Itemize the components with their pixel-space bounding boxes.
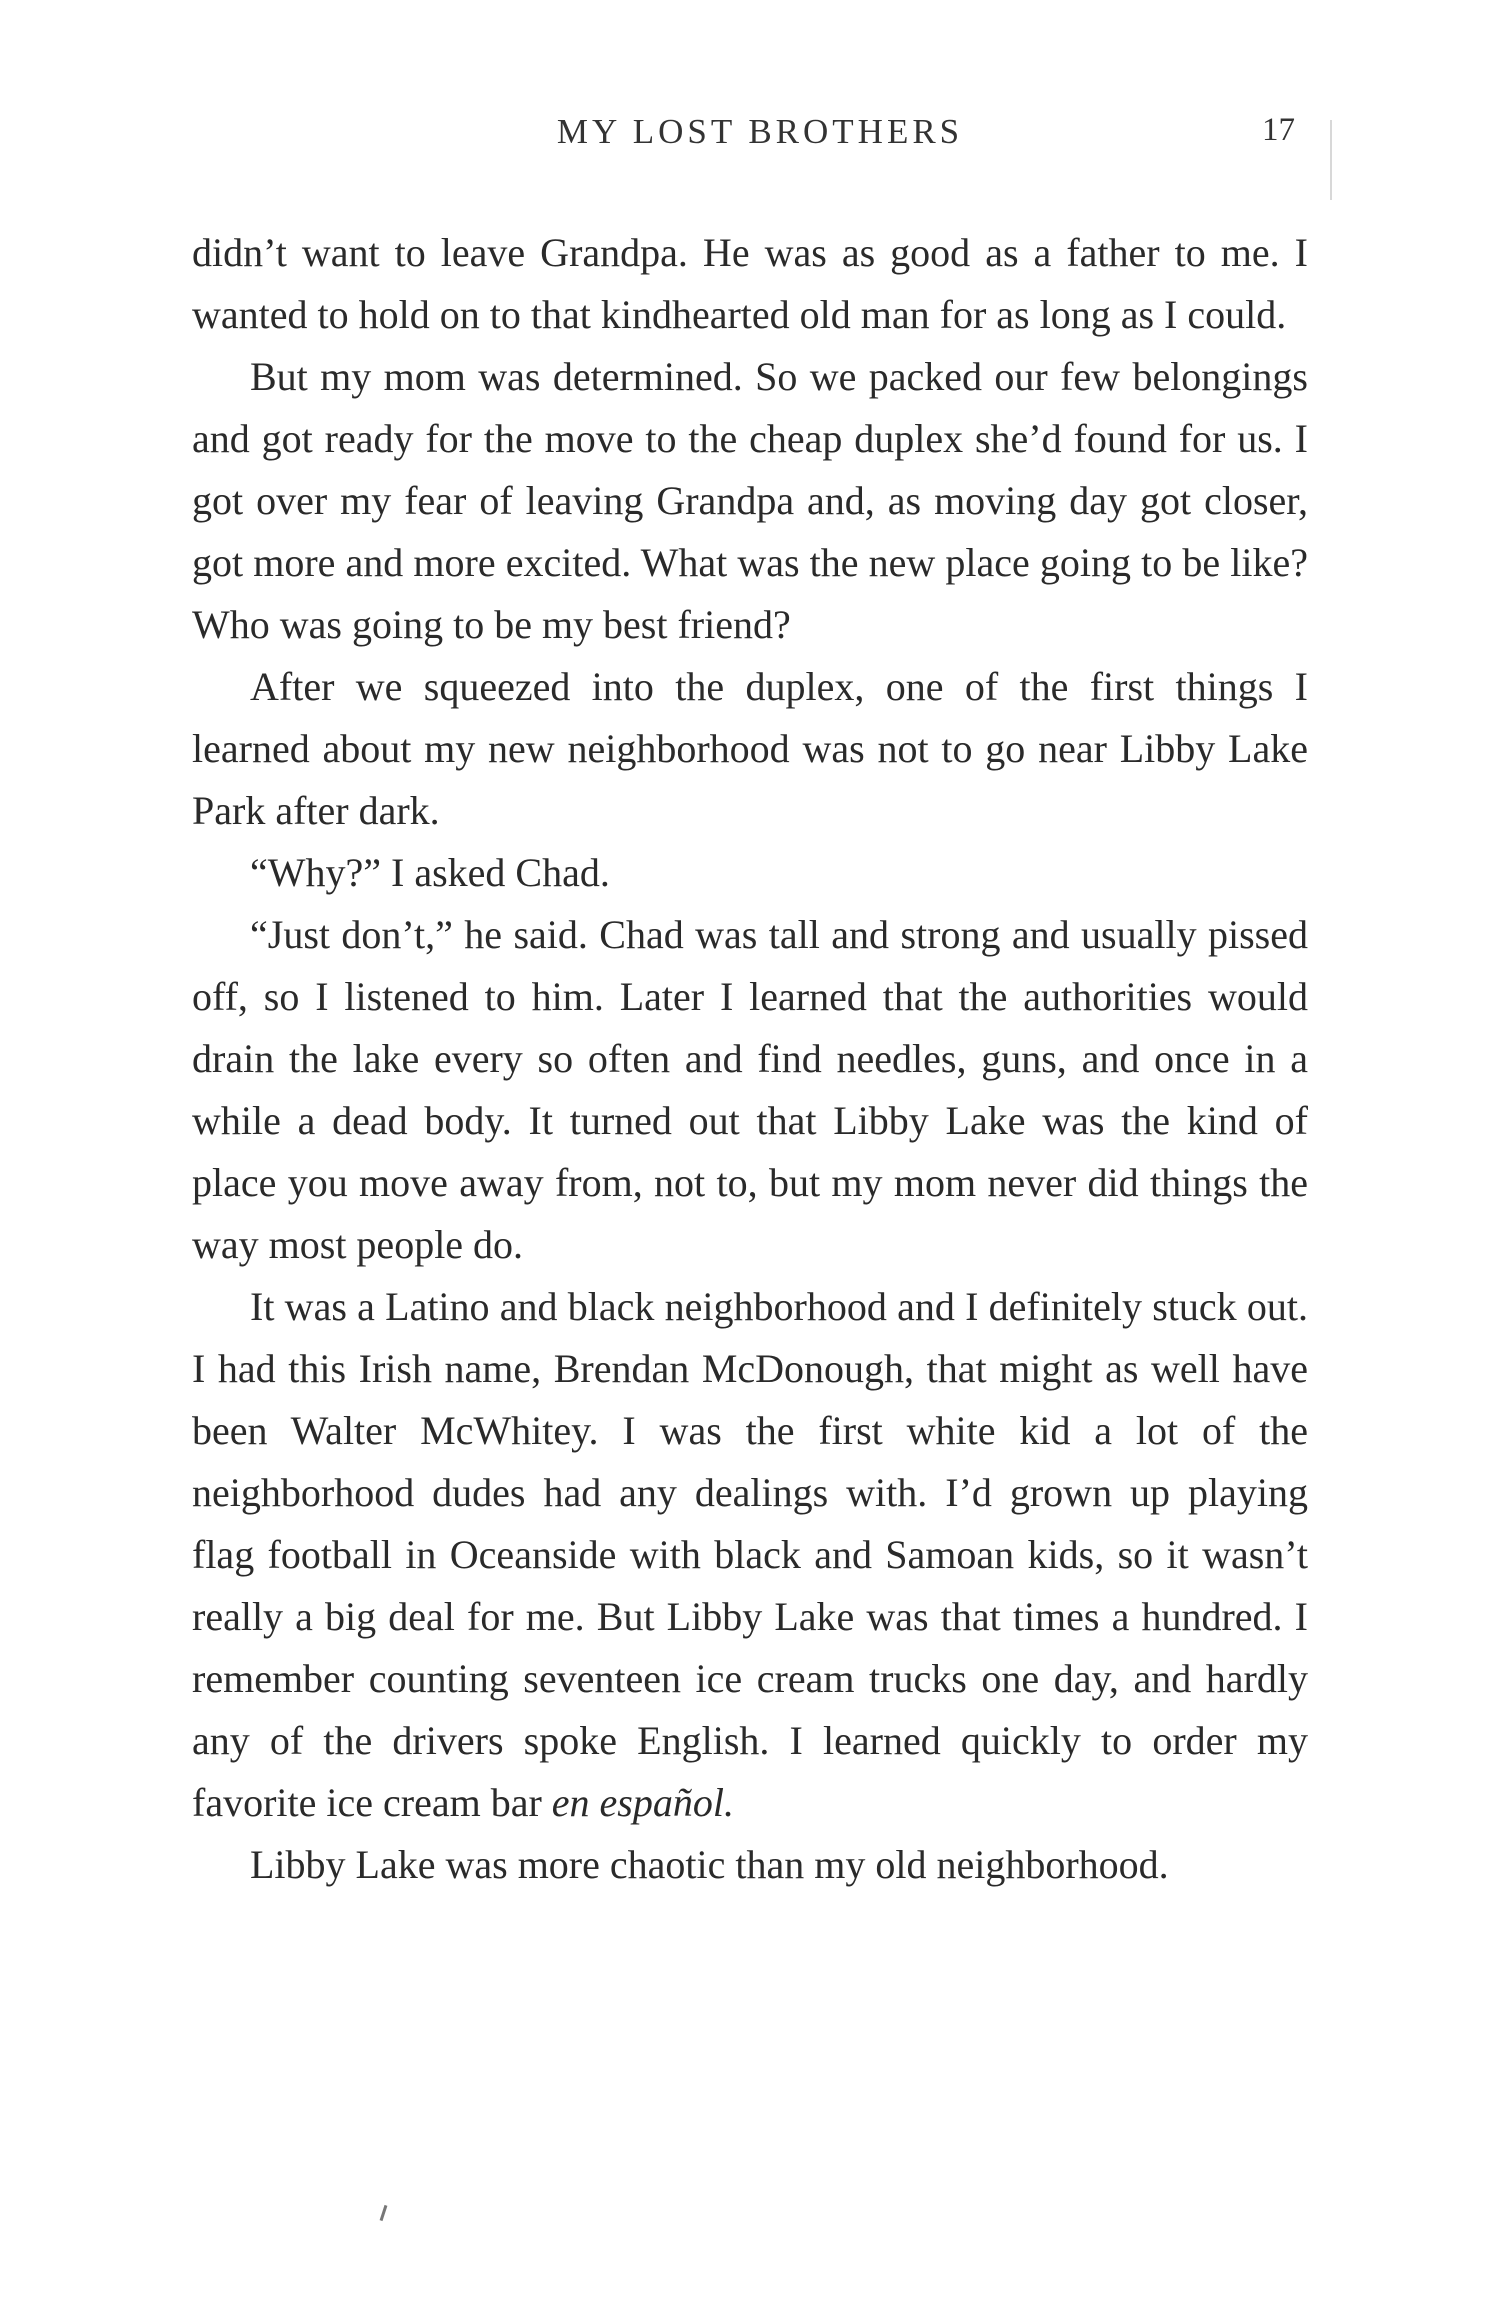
paragraph-6-italic: en español. bbox=[551, 1780, 734, 1825]
body-text bbox=[192, 222, 1308, 1896]
paragraph-2: But my mom was determined. So we packed our few belongings and got ready for the move to the cheap duplex she’d found for us. I got over my fear of leaving Grandpa and, as moving day got closer, got more and more excited. What was the new place going to be like? Who was going to be my best friend? bbox=[192, 354, 1308, 647]
paragraph-5: “Just don’t,” he said. Chad was tall and strong and usually pissed off, so I listened to him. Later I learned that the authorities would drain the lake every so often and find needles, guns, and once in a while a dead body. It turned out that Libby Lake was the kind of place you move away from, not to, but my mom never did things the way most people do. bbox=[192, 912, 1308, 1267]
scan-edge-line bbox=[1330, 120, 1332, 200]
paragraph-1: didn’t want to leave Grandpa. He was as good as a father to me. I wanted to hold on to that kindhearted old man for as long as I could. bbox=[192, 230, 1308, 337]
running-head-title: MY LOST BROTHERS bbox=[556, 112, 964, 151]
running-head bbox=[0, 112, 1500, 162]
paragraph-6-text: It was a Latino and black neighborhood and I definitely stuck out. I had this Irish name, Brendan McDonough, that might as well have been Walter McWhitey. I was the first white kid a lot of the neighborhood dudes had any dealings with. I’d grown up playing flag football in Oceanside with black and Samoan kids, so it wasn’t really a big deal for me. But Libby Lake was that times a hundred. I remember counting seventeen ice cream trucks one day, and hardly any of the drivers spoke English. I learned quickly to order my favorite ice cream bar bbox=[192, 1284, 1308, 1825]
paragraph-4: “Why?” I asked Chad. bbox=[250, 850, 610, 895]
page-number: 17 bbox=[1262, 112, 1295, 148]
paragraph-3: After we squeezed into the duplex, one of the first things I learned about my new neighborhood was not to go near Libby Lake Park after dark. bbox=[192, 664, 1308, 833]
scan-speck bbox=[380, 2205, 388, 2221]
paragraph-6 bbox=[192, 1276, 1308, 1834]
paragraph-7: Libby Lake was more chaotic than my old neighborhood. bbox=[250, 1842, 1169, 1887]
